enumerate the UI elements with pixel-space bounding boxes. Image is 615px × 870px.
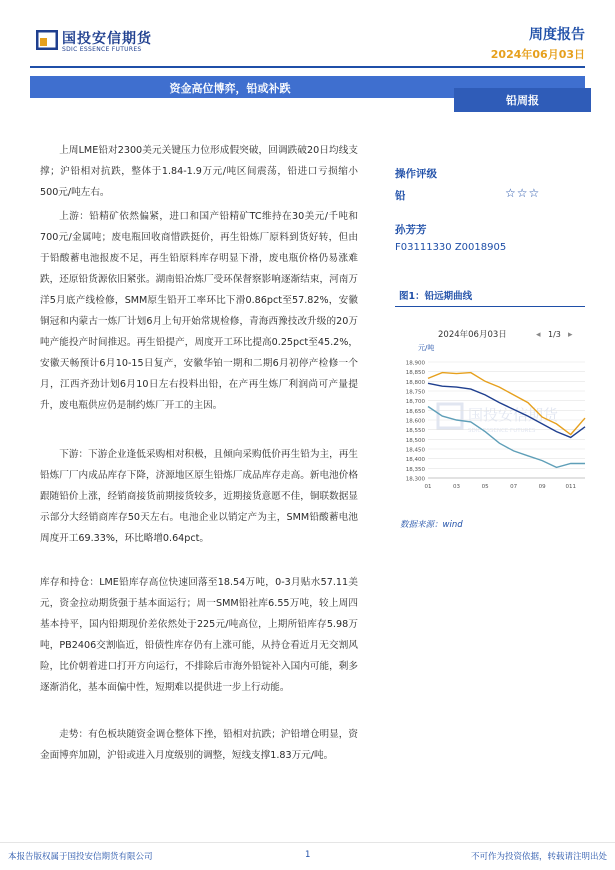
rating-label: 操作评级 — [395, 168, 437, 180]
summary-paragraph — [40, 140, 358, 203]
y-tick-label: 18,300 — [405, 476, 425, 483]
paragraph-trend: 走势：有色板块随资金调仓整体下挫，铅相对抗跌；沪铅增仓明显，资金面博弈加剧，沪铅或进入月度级别的调整，短线支撑1.83万元/吨。 — [40, 729, 358, 761]
figure-title-underline — [395, 306, 585, 307]
y-tick-label: 18,350 — [405, 466, 425, 473]
paragraph-upstream: 上游：铅精矿依然偏紧，进口和国产铅精矿TC维持在30美元/千吨和700元/金属吨；废电瓶回收商惜跌挺价，再生铅炼厂原料到货好转，但由于铅酸蓄电池报废不足，再生铅原料库存明显下滑，废电瓶价格仍易涨难跌，还原铅货源依旧紧张。湖南铅冶炼厂受环保督察影响逐渐结束，河南万洋5月底产线检修，SMM原生铅开工率环比下滑0.86pct至57.82%，安徽铜冠和内蒙古一炼厂计划6月上旬开始常规检修，青海西豫技改升级的20万吨产能投产时间推迟。再生铅提产，周度开工环比提高0.25pct至45.2%，安徽天畅预计6月10-15日复产，安徽华铂一期和二期6月初停产检修一个月，江西齐劲计划6月10日左右投料出铅，在产再生炼厂利润尚可产量提升，废电瓶供应仍是制约炼厂开工的主因。 — [40, 211, 358, 411]
figure-title: 图1：铅远期曲线 — [399, 291, 473, 302]
data-source: 数据来源：wind — [400, 520, 463, 530]
forward-curve-chart — [390, 310, 590, 510]
y-tick-label: 18,850 — [405, 370, 425, 377]
logo-english-name: SDIC ESSENCE FUTURES — [62, 46, 142, 53]
y-tick-label: 18,450 — [405, 447, 425, 454]
y-tick-label: 18,900 — [405, 360, 425, 367]
y-tick-label: 18,750 — [405, 389, 425, 396]
chart-y-unit: 元/吨 — [418, 344, 435, 352]
x-tick-label: 01 — [424, 484, 432, 490]
chart-next-icon[interactable]: ▸ — [568, 330, 573, 340]
chart-date: 2024年06月03日 — [438, 330, 507, 340]
footer-divider — [0, 842, 615, 843]
x-tick-label: 011 — [565, 484, 576, 490]
x-tick-label: 05 — [481, 484, 489, 490]
y-tick-label: 18,400 — [405, 457, 425, 464]
y-tick-label: 18,550 — [405, 428, 425, 435]
y-tick-label: 18,500 — [405, 437, 425, 444]
report-tag: 铅周报 — [454, 88, 591, 112]
x-tick-label: 07 — [510, 484, 518, 490]
y-tick-label: 18,600 — [405, 418, 425, 425]
chart-pager: 1/3 — [548, 330, 561, 339]
x-tick-label: 03 — [453, 484, 461, 490]
footer-disclaimer: 不可作为投资依据，转载请注明出处 — [470, 852, 607, 862]
page-number: 1 — [305, 850, 311, 860]
y-tick-label: 18,650 — [405, 408, 425, 415]
trend-section — [40, 724, 358, 766]
footer-copyright: 本报告版权属于国投安信期货有限公司 — [8, 852, 153, 862]
watermark-text-en: SDIC ESSENCE FUTURES — [468, 428, 536, 434]
downstream-section — [40, 444, 358, 549]
paragraph-inventory: 库存和持仓：LME铅库存高位快速回落至18.54万吨，0-3月贴水57.11美元，资金拉动期货强于基本面运行；周一SMM铅社库6.55万吨，较上周四基本持平，国内铅期现价差依然处于225元/吨高位，上期所铅库存5.98万吨，PB2406交割临近，铅债性库存仍有上涨可能，从持仓看近月无交割风险，比价朝着进口打开方向运行，不排除后市海外铅锭补入国内可能，剩多逐渐消化，基本面偏中性，短期难以提供进一步上行动能。 — [40, 577, 358, 693]
title-bar — [30, 76, 585, 107]
watermark-text: 国投安信期货 — [468, 406, 559, 424]
rating-commodity: 铅 — [395, 190, 406, 202]
report-type: 周度报告 — [529, 27, 585, 43]
analyst-license: F03111330 Z0018905 — [395, 242, 507, 253]
logo-name: 国投安信期货 — [62, 31, 152, 47]
chart-prev-icon[interactable]: ◂ — [536, 330, 541, 340]
paragraph-market: 上周LME铅对2300美元关键压力位形成假突破，回调跌破20日均线支撑；沪铅相对抗跌，整体于1.84-1.9万元/吨区间震荡，铅进口亏损缩小500元/吨左右。 — [40, 145, 358, 198]
x-tick-label: 09 — [538, 484, 546, 490]
rating-stars: ☆☆☆ — [505, 186, 541, 200]
header-divider — [30, 66, 585, 68]
upstream-section — [40, 206, 358, 416]
y-tick-label: 18,800 — [405, 379, 425, 386]
report-date: 2024年06月03日 — [490, 48, 585, 61]
paragraph-downstream: 下游：下游企业逢低采购相对积极，且倾向采购低价再生铅为主，再生铅炼厂厂内成品库存下降，济源地区原生铅炼厂成品库存走高。新电池价格跟随铅价上涨，经销商接货前期接货较多，近期接货意愿不佳，铜联数据显示部分大经销商库存50天左右。电池企业以销定产为主，SMM铅酸蓄电池周度开工69.33%，环比略增0.64pct。 — [40, 449, 358, 544]
y-tick-label: 18,700 — [405, 399, 425, 406]
analyst-name: 孙芳芳 — [395, 224, 427, 236]
report-title: 资金高位博弈，铅或补跌 — [169, 82, 291, 95]
inventory-section — [40, 572, 358, 698]
logo-icon — [36, 30, 58, 50]
